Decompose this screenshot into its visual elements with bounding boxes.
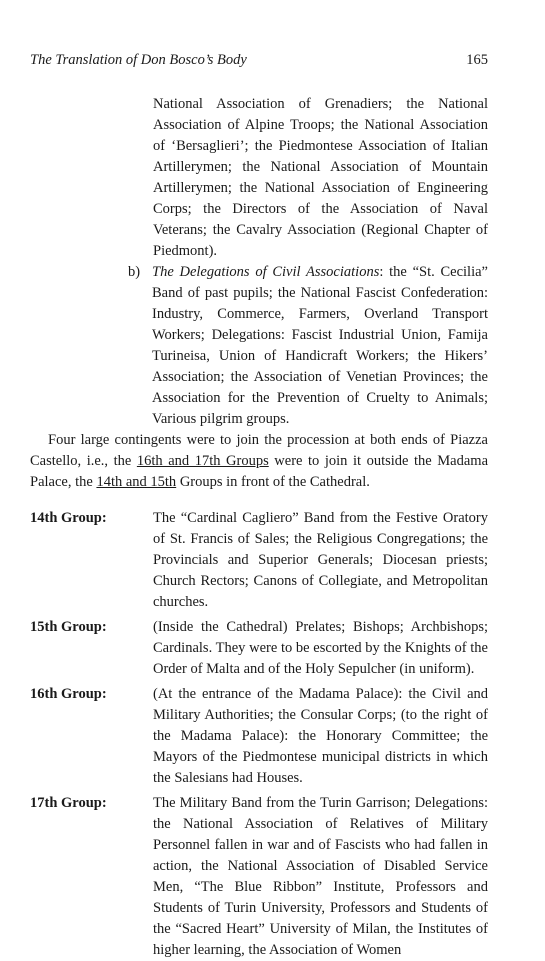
group-label: 15th Group: [30, 618, 107, 635]
paragraph-text-3: Groups in front of the Cathedral. [176, 474, 370, 490]
page-header [30, 52, 488, 72]
list-item-lead: The Delegations of Civil Associations [152, 264, 380, 280]
body-paragraph [30, 430, 488, 493]
group-label: 14th Group: [30, 509, 107, 526]
paragraph-text-2: were to join it outside the Madama Palace, the [30, 453, 489, 490]
list-item-b [30, 262, 488, 430]
page-body [30, 94, 488, 961]
list-item-text [152, 262, 488, 430]
list-item-body: : the “St. Cecilia” Band of past pupils; the National Fascist Confederation: Industry, Commerce, Farmers, Overland Transport Workers; Delegations: Fascist Industrial Union, Famija Turineisa, Union of Handicraft Workers; the Hikers’ Association; the Association of Venetian Provinces; the Association for the Prevention of Cruelty to Animals; Various pilgrim groups. [152, 264, 488, 427]
group-14 [30, 508, 488, 613]
list-marker: b) [128, 264, 141, 280]
group-17 [30, 793, 488, 961]
group-15 [30, 617, 488, 680]
list-continuation: National Association of Grenadiers; the National Association of Alpine Troops; the National Association of ‘Bersaglieri’; the Piedmontese Association of Italian Artillerymen; the National Association of Mountain Artillerymen; the National Association of Engineering Corps; the Directors of the Association of Naval Veterans; the Cavalry Association (Regional Chapter of Piedmont). [153, 96, 488, 259]
paragraph-text-1: Four large contingents were to join the procession at both ends of Piazza Castello, i.e., the [30, 432, 488, 469]
group-16 [30, 684, 488, 789]
page-number: 165 [466, 52, 488, 68]
group-text: (Inside the Cathedral) Prelates; Bishops; Archbishops; Cardinals. They were to be escorted by the Knights of the Order of Malta and of the Holy Sepulcher (in uniform). [153, 618, 488, 677]
group-text: The “Cardinal Cagliero” Band from the Festive Oratory of St. Francis of Sales; the Religious Congregations; the Provincials and Superior Generals; Diocesan priests; Church Rectors; Canons of Collegiate, and Metropolitan churches. [153, 509, 488, 610]
group-text: The Military Band from the Turin Garrison; Delegations: the National Association of Relatives of Military Personnel fallen in war and of Fascists who had fallen in action, the National Association of Disabled Service Men, “The Blue Ribbon” Institute, Professors and Students of Turin University, Professors and Students of the “Sacred Heart” University of Milan, the Institutes of higher learning, the Association of Women [153, 794, 488, 958]
group-label: 17th Group: [30, 794, 107, 811]
underlined-groups-14-15: 14th and 15th [96, 474, 177, 490]
group-label: 16th Group: [30, 685, 107, 702]
underlined-groups-16-17: 16th and 17th Groups [136, 453, 269, 469]
running-title: The Translation of Don Bosco’s Body [30, 52, 247, 68]
group-text: (At the entrance of the Madama Palace): the Civil and Military Authorities; the Consular Corps; (to the right of the Madama Palace): the Honorary Committee; the Mayors of the Piedmontese municipal districts in which the Salesians had Houses. [153, 685, 488, 786]
